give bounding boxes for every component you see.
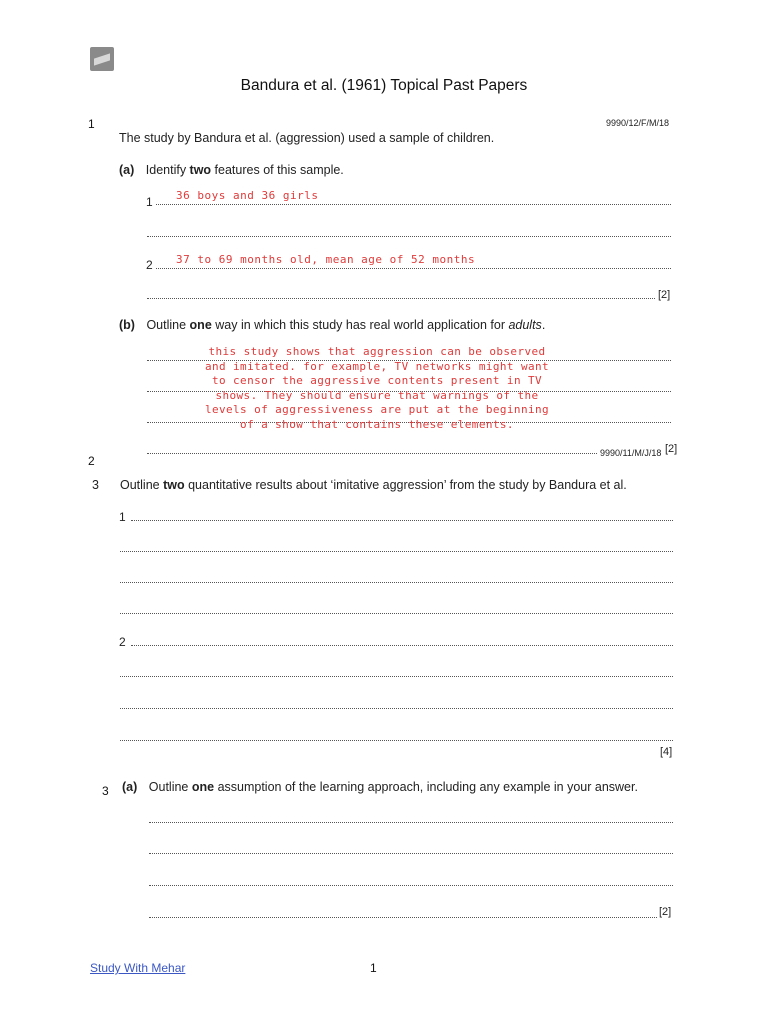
question-3a-prompt: (a) Outline one assumption of the learning approach, including any example in your answer.	[122, 780, 638, 794]
answer-2-1-number: 1	[119, 510, 126, 524]
book-stack-icon	[90, 47, 114, 71]
mark-3a: [2]	[659, 906, 672, 918]
answer-1b-line: to censor the aggressive contents present in TV	[211, 374, 543, 387]
answer-line	[149, 822, 673, 823]
question-2-code: 9990/11/M/J/18	[600, 448, 662, 458]
answer-line	[131, 645, 673, 646]
answer-line	[149, 853, 673, 854]
answer-1a-1-text: 36 boys and 36 girls	[176, 189, 319, 202]
page-title: Bandura et al. (1961) Topical Past Papers	[240, 77, 528, 94]
answer-line	[131, 520, 673, 521]
question-2-prompt: Outline two quantitative results about ‘imitative aggression’ from the study by Bandura et al.	[120, 478, 627, 492]
answer-line	[120, 708, 673, 709]
answer-1a-2-text: 37 to 69 months old, mean age of 52 months	[176, 253, 476, 266]
answer-line	[120, 582, 673, 583]
answer-line	[120, 676, 673, 677]
question-number-3: 3	[102, 784, 109, 798]
answer-line	[147, 236, 671, 237]
answer-1b-line: shows. They should ensure that warnings of the	[215, 388, 539, 402]
answer-line	[147, 453, 597, 454]
answer-1b-line: and imitated. for example, TV networks might want	[204, 359, 550, 373]
answer-1b-line: this study shows that aggression can be observed	[208, 345, 546, 358]
answer-1b-text	[160, 345, 594, 432]
answer-line	[149, 917, 657, 918]
answer-line	[156, 204, 671, 205]
question-number-2: 2	[88, 454, 95, 468]
answer-1b-line: of a show that contains these elements.	[240, 417, 514, 431]
answer-1a-2-number: 2	[146, 258, 153, 272]
answer-line	[120, 551, 673, 552]
question-1a-prompt: (a) Identify two features of this sample.	[119, 163, 344, 177]
mark-1b: [2]	[665, 443, 678, 455]
footer-link[interactable]: Study With Mehar	[90, 961, 186, 975]
question-3a-label: (a)	[122, 780, 138, 794]
answer-2-2-number: 2	[119, 635, 126, 649]
answer-1a-1-number: 1	[146, 195, 153, 209]
question-1a-label: (a)	[119, 163, 135, 177]
mark-2: [4]	[660, 746, 673, 758]
answer-line	[120, 613, 673, 614]
question-1-code: 9990/12/F/M/18	[606, 118, 670, 128]
answer-1b-line: levels of aggressiveness are put at the beginning	[204, 403, 550, 416]
question-1-stem: The study by Bandura et al. (aggression) used a sample of children.	[119, 131, 495, 145]
answer-line	[156, 268, 671, 269]
answer-line	[149, 885, 673, 886]
question-1b-label: (b)	[119, 318, 135, 332]
mark-1a: [2]	[658, 289, 671, 301]
answer-line	[147, 298, 655, 299]
answer-line	[120, 740, 673, 741]
question-2-inner-number: 3	[92, 478, 99, 492]
question-1b-prompt: (b) Outline one way in which this study has real world application for adults.	[119, 318, 546, 332]
question-number-1: 1	[88, 117, 95, 131]
page-number: 1	[370, 961, 377, 975]
